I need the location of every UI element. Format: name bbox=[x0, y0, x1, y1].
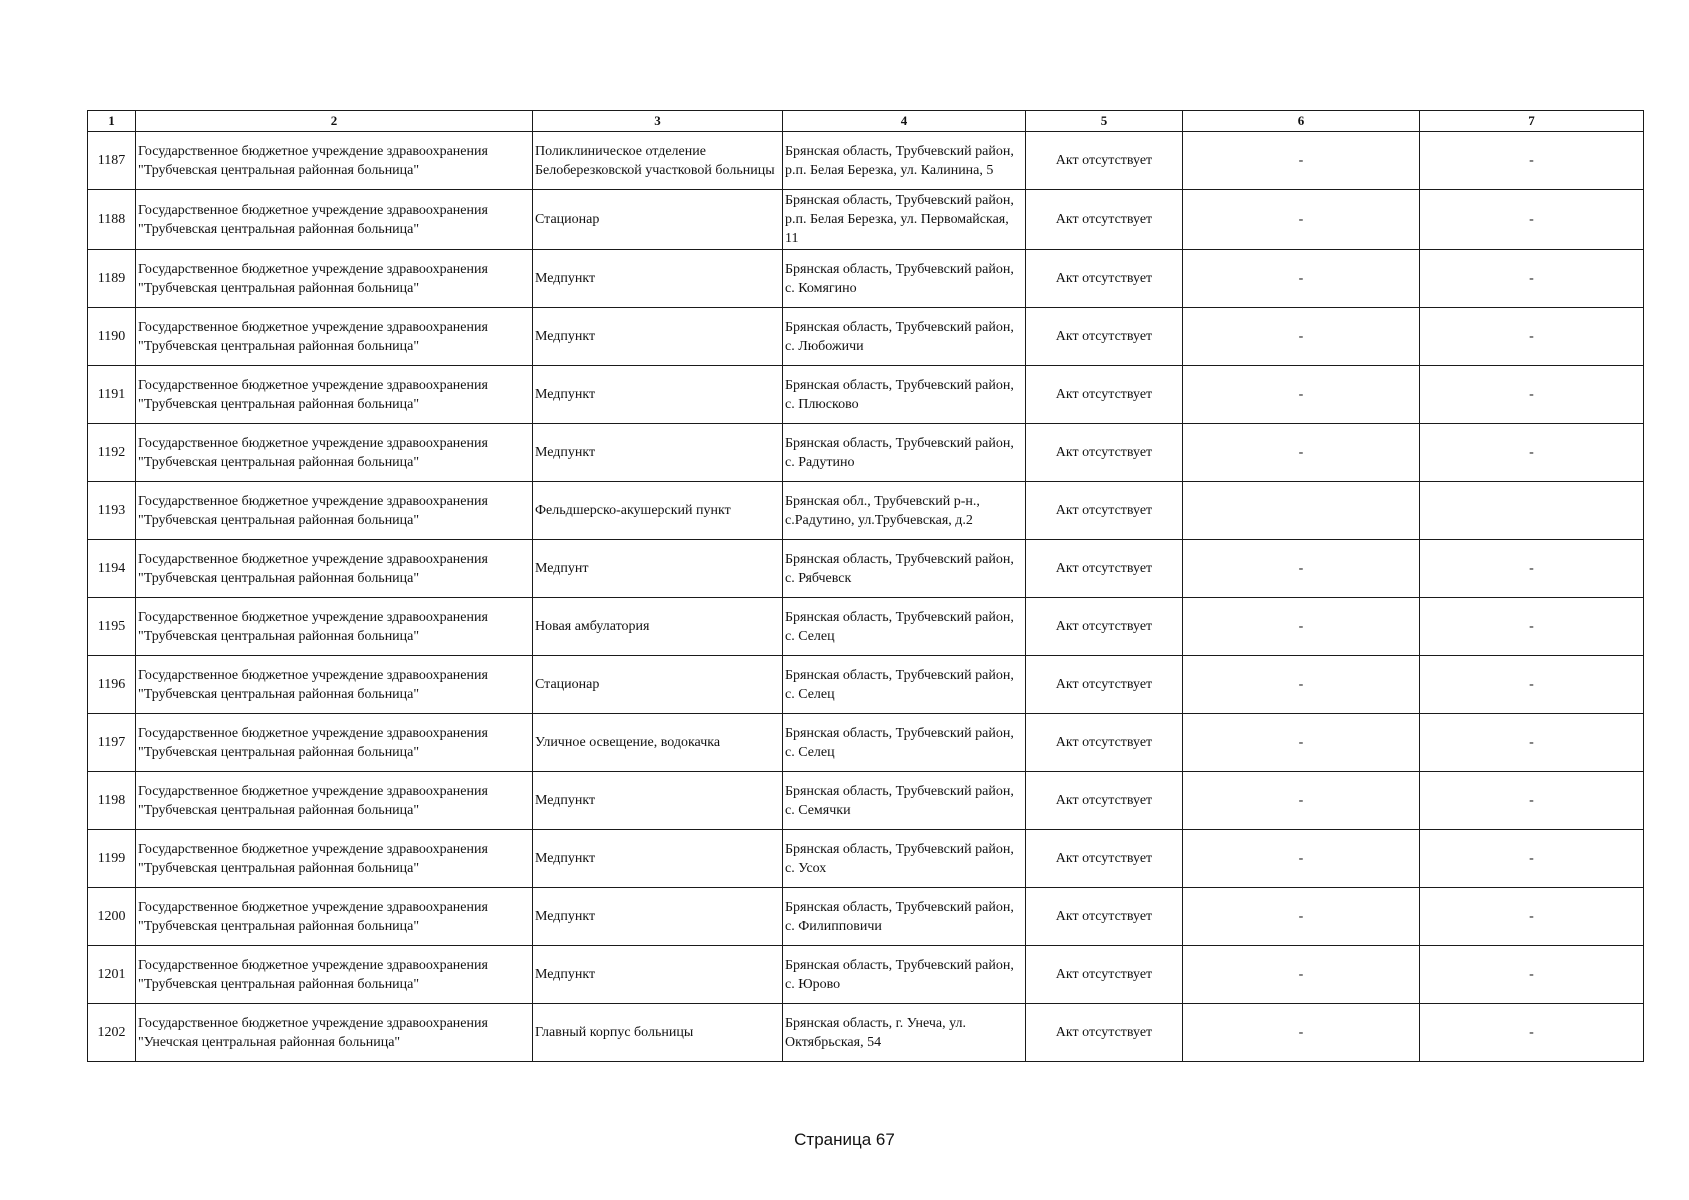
column-7-cell: - bbox=[1420, 830, 1644, 888]
row-number: 1201 bbox=[88, 946, 136, 1004]
table-row bbox=[88, 598, 1644, 656]
column-7-cell: - bbox=[1420, 772, 1644, 830]
object-cell: Медпункт bbox=[533, 366, 783, 424]
organization-cell: Государственное бюджетное учреждение здравоохранения "Трубчевская центральная районная больница" bbox=[136, 830, 533, 888]
act-status-cell: Акт отсутствует bbox=[1026, 482, 1183, 540]
column-6-cell: - bbox=[1183, 540, 1420, 598]
act-status-cell: Акт отсутствует bbox=[1026, 714, 1183, 772]
organization-cell: Государственное бюджетное учреждение здравоохранения "Трубчевская центральная районная больница" bbox=[136, 308, 533, 366]
column-6-cell bbox=[1183, 482, 1420, 540]
act-status-cell: Акт отсутствует bbox=[1026, 598, 1183, 656]
row-number: 1197 bbox=[88, 714, 136, 772]
column-6-cell: - bbox=[1183, 190, 1420, 250]
table-row bbox=[88, 308, 1644, 366]
organization-cell: Государственное бюджетное учреждение здравоохранения "Трубчевская центральная районная больница" bbox=[136, 250, 533, 308]
table-row bbox=[88, 540, 1644, 598]
object-cell: Медпункт bbox=[533, 888, 783, 946]
object-cell: Главный корпус больницы bbox=[533, 1004, 783, 1062]
organization-cell: Государственное бюджетное учреждение здравоохранения "Трубчевская центральная районная больница" bbox=[136, 366, 533, 424]
table-row bbox=[88, 946, 1644, 1004]
act-status-cell: Акт отсутствует bbox=[1026, 946, 1183, 1004]
act-status-cell: Акт отсутствует bbox=[1026, 772, 1183, 830]
act-status-cell: Акт отсутствует bbox=[1026, 1004, 1183, 1062]
object-cell: Уличное освещение, водокачка bbox=[533, 714, 783, 772]
column-6-cell: - bbox=[1183, 656, 1420, 714]
column-6-cell: - bbox=[1183, 250, 1420, 308]
address-cell: Брянская область, Трубчевский район, с. Юрово bbox=[783, 946, 1026, 1004]
column-6-cell: - bbox=[1183, 132, 1420, 190]
object-cell: Новая амбулатория bbox=[533, 598, 783, 656]
object-cell: Стационар bbox=[533, 190, 783, 250]
column-7-cell: - bbox=[1420, 1004, 1644, 1062]
row-number: 1202 bbox=[88, 1004, 136, 1062]
column-6-cell: - bbox=[1183, 598, 1420, 656]
column-header-6: 6 bbox=[1183, 111, 1420, 132]
address-cell: Брянская область, Трубчевский район, с. Филипповичи bbox=[783, 888, 1026, 946]
column-header-2: 2 bbox=[136, 111, 533, 132]
object-cell: Стационар bbox=[533, 656, 783, 714]
address-cell: Брянская область, Трубчевский район, с. Любожичи bbox=[783, 308, 1026, 366]
column-7-cell: - bbox=[1420, 132, 1644, 190]
object-cell: Поликлиническое отделение Белоберезковской участковой больницы bbox=[533, 132, 783, 190]
column-7-cell: - bbox=[1420, 598, 1644, 656]
page-number: Страница 67 bbox=[794, 1130, 895, 1149]
row-number: 1199 bbox=[88, 830, 136, 888]
organization-cell: Государственное бюджетное учреждение здравоохранения "Трубчевская центральная районная больница" bbox=[136, 598, 533, 656]
object-cell: Медпункт bbox=[533, 424, 783, 482]
document-table bbox=[87, 110, 1644, 1062]
column-7-cell: - bbox=[1420, 190, 1644, 250]
column-header-4: 4 bbox=[783, 111, 1026, 132]
column-6-cell: - bbox=[1183, 888, 1420, 946]
column-7-cell: - bbox=[1420, 308, 1644, 366]
act-status-cell: Акт отсутствует bbox=[1026, 250, 1183, 308]
row-number: 1198 bbox=[88, 772, 136, 830]
organization-cell: Государственное бюджетное учреждение здравоохранения "Унечская центральная районная больница" bbox=[136, 1004, 533, 1062]
header-row bbox=[88, 111, 1644, 132]
column-7-cell: - bbox=[1420, 714, 1644, 772]
act-status-cell: Акт отсутствует bbox=[1026, 308, 1183, 366]
address-cell: Брянская область, Трубчевский район, с. Рябчевск bbox=[783, 540, 1026, 598]
organization-cell: Государственное бюджетное учреждение здравоохранения "Трубчевская центральная районная больница" bbox=[136, 190, 533, 250]
object-cell: Фельдшерско-акушерский пункт bbox=[533, 482, 783, 540]
address-cell: Брянская область, Трубчевский район, с. Семячки bbox=[783, 772, 1026, 830]
column-7-cell: - bbox=[1420, 250, 1644, 308]
act-status-cell: Акт отсутствует bbox=[1026, 656, 1183, 714]
table-row bbox=[88, 190, 1644, 250]
address-cell: Брянская обл., Трубчевский р-н., с.Радутино, ул.Трубчевская, д.2 bbox=[783, 482, 1026, 540]
row-number: 1194 bbox=[88, 540, 136, 598]
row-number: 1193 bbox=[88, 482, 136, 540]
act-status-cell: Акт отсутствует bbox=[1026, 540, 1183, 598]
address-cell: Брянская область, Трубчевский район, с. Селец bbox=[783, 714, 1026, 772]
address-cell: Брянская область, Трубчевский район, с. Селец bbox=[783, 656, 1026, 714]
act-status-cell: Акт отсутствует bbox=[1026, 132, 1183, 190]
organization-cell: Государственное бюджетное учреждение здравоохранения "Трубчевская центральная районная больница" bbox=[136, 946, 533, 1004]
column-header-3: 3 bbox=[533, 111, 783, 132]
column-6-cell: - bbox=[1183, 946, 1420, 1004]
column-7-cell: - bbox=[1420, 540, 1644, 598]
organization-cell: Государственное бюджетное учреждение здравоохранения "Трубчевская центральная районная больница" bbox=[136, 540, 533, 598]
table-row bbox=[88, 132, 1644, 190]
column-header-7: 7 bbox=[1420, 111, 1644, 132]
act-status-cell: Акт отсутствует bbox=[1026, 830, 1183, 888]
address-cell: Брянская область, г. Унеча, ул. Октябрьская, 54 bbox=[783, 1004, 1026, 1062]
column-7-cell: - bbox=[1420, 946, 1644, 1004]
table-row bbox=[88, 366, 1644, 424]
organization-cell: Государственное бюджетное учреждение здравоохранения "Трубчевская центральная районная больница" bbox=[136, 656, 533, 714]
table-row bbox=[88, 1004, 1644, 1062]
organization-cell: Государственное бюджетное учреждение здравоохранения "Трубчевская центральная районная больница" bbox=[136, 888, 533, 946]
row-number: 1191 bbox=[88, 366, 136, 424]
column-6-cell: - bbox=[1183, 366, 1420, 424]
table-row bbox=[88, 482, 1644, 540]
column-7-cell: - bbox=[1420, 656, 1644, 714]
table-row bbox=[88, 830, 1644, 888]
row-number: 1187 bbox=[88, 132, 136, 190]
row-number: 1189 bbox=[88, 250, 136, 308]
act-status-cell: Акт отсутствует bbox=[1026, 366, 1183, 424]
table-row bbox=[88, 424, 1644, 482]
column-6-cell: - bbox=[1183, 308, 1420, 366]
act-status-cell: Акт отсутствует bbox=[1026, 424, 1183, 482]
column-6-cell: - bbox=[1183, 772, 1420, 830]
act-status-cell: Акт отсутствует bbox=[1026, 888, 1183, 946]
address-cell: Брянская область, Трубчевский район, с. Комягино bbox=[783, 250, 1026, 308]
column-7-cell bbox=[1420, 482, 1644, 540]
object-cell: Медпункт bbox=[533, 308, 783, 366]
object-cell: Медпункт bbox=[533, 772, 783, 830]
table-row bbox=[88, 772, 1644, 830]
column-header-1: 1 bbox=[88, 111, 136, 132]
address-cell: Брянская область, Трубчевский район, с. Плюсково bbox=[783, 366, 1026, 424]
act-status-cell: Акт отсутствует bbox=[1026, 190, 1183, 250]
address-cell: Брянская область, Трубчевский район, р.п. Белая Березка, ул. Первомайская, 11 bbox=[783, 190, 1026, 250]
organization-cell: Государственное бюджетное учреждение здравоохранения "Трубчевская центральная районная больница" bbox=[136, 772, 533, 830]
address-cell: Брянская область, Трубчевский район, с. Усох bbox=[783, 830, 1026, 888]
organization-cell: Государственное бюджетное учреждение здравоохранения "Трубчевская центральная районная больница" bbox=[136, 714, 533, 772]
row-number: 1188 bbox=[88, 190, 136, 250]
row-number: 1200 bbox=[88, 888, 136, 946]
row-number: 1196 bbox=[88, 656, 136, 714]
address-cell: Брянская область, Трубчевский район, с. Селец bbox=[783, 598, 1026, 656]
object-cell: Медпункт bbox=[533, 250, 783, 308]
table-row bbox=[88, 714, 1644, 772]
column-7-cell: - bbox=[1420, 424, 1644, 482]
row-number: 1192 bbox=[88, 424, 136, 482]
table-row bbox=[88, 656, 1644, 714]
object-cell: Медпунт bbox=[533, 540, 783, 598]
table-row bbox=[88, 888, 1644, 946]
address-cell: Брянская область, Трубчевский район, с. Радутино bbox=[783, 424, 1026, 482]
column-6-cell: - bbox=[1183, 424, 1420, 482]
column-6-cell: - bbox=[1183, 1004, 1420, 1062]
column-header-5: 5 bbox=[1026, 111, 1183, 132]
row-number: 1190 bbox=[88, 308, 136, 366]
column-7-cell: - bbox=[1420, 888, 1644, 946]
column-7-cell: - bbox=[1420, 366, 1644, 424]
organization-cell: Государственное бюджетное учреждение здравоохранения "Трубчевская центральная районная больница" bbox=[136, 132, 533, 190]
organization-cell: Государственное бюджетное учреждение здравоохранения "Трубчевская центральная районная больница" bbox=[136, 424, 533, 482]
organization-cell: Государственное бюджетное учреждение здравоохранения "Трубчевская центральная районная больница" bbox=[136, 482, 533, 540]
table-row bbox=[88, 250, 1644, 308]
column-6-cell: - bbox=[1183, 714, 1420, 772]
object-cell: Медпункт bbox=[533, 946, 783, 1004]
row-number: 1195 bbox=[88, 598, 136, 656]
object-cell: Медпункт bbox=[533, 830, 783, 888]
column-6-cell: - bbox=[1183, 830, 1420, 888]
address-cell: Брянская область, Трубчевский район, р.п. Белая Березка, ул. Калинина, 5 bbox=[783, 132, 1026, 190]
